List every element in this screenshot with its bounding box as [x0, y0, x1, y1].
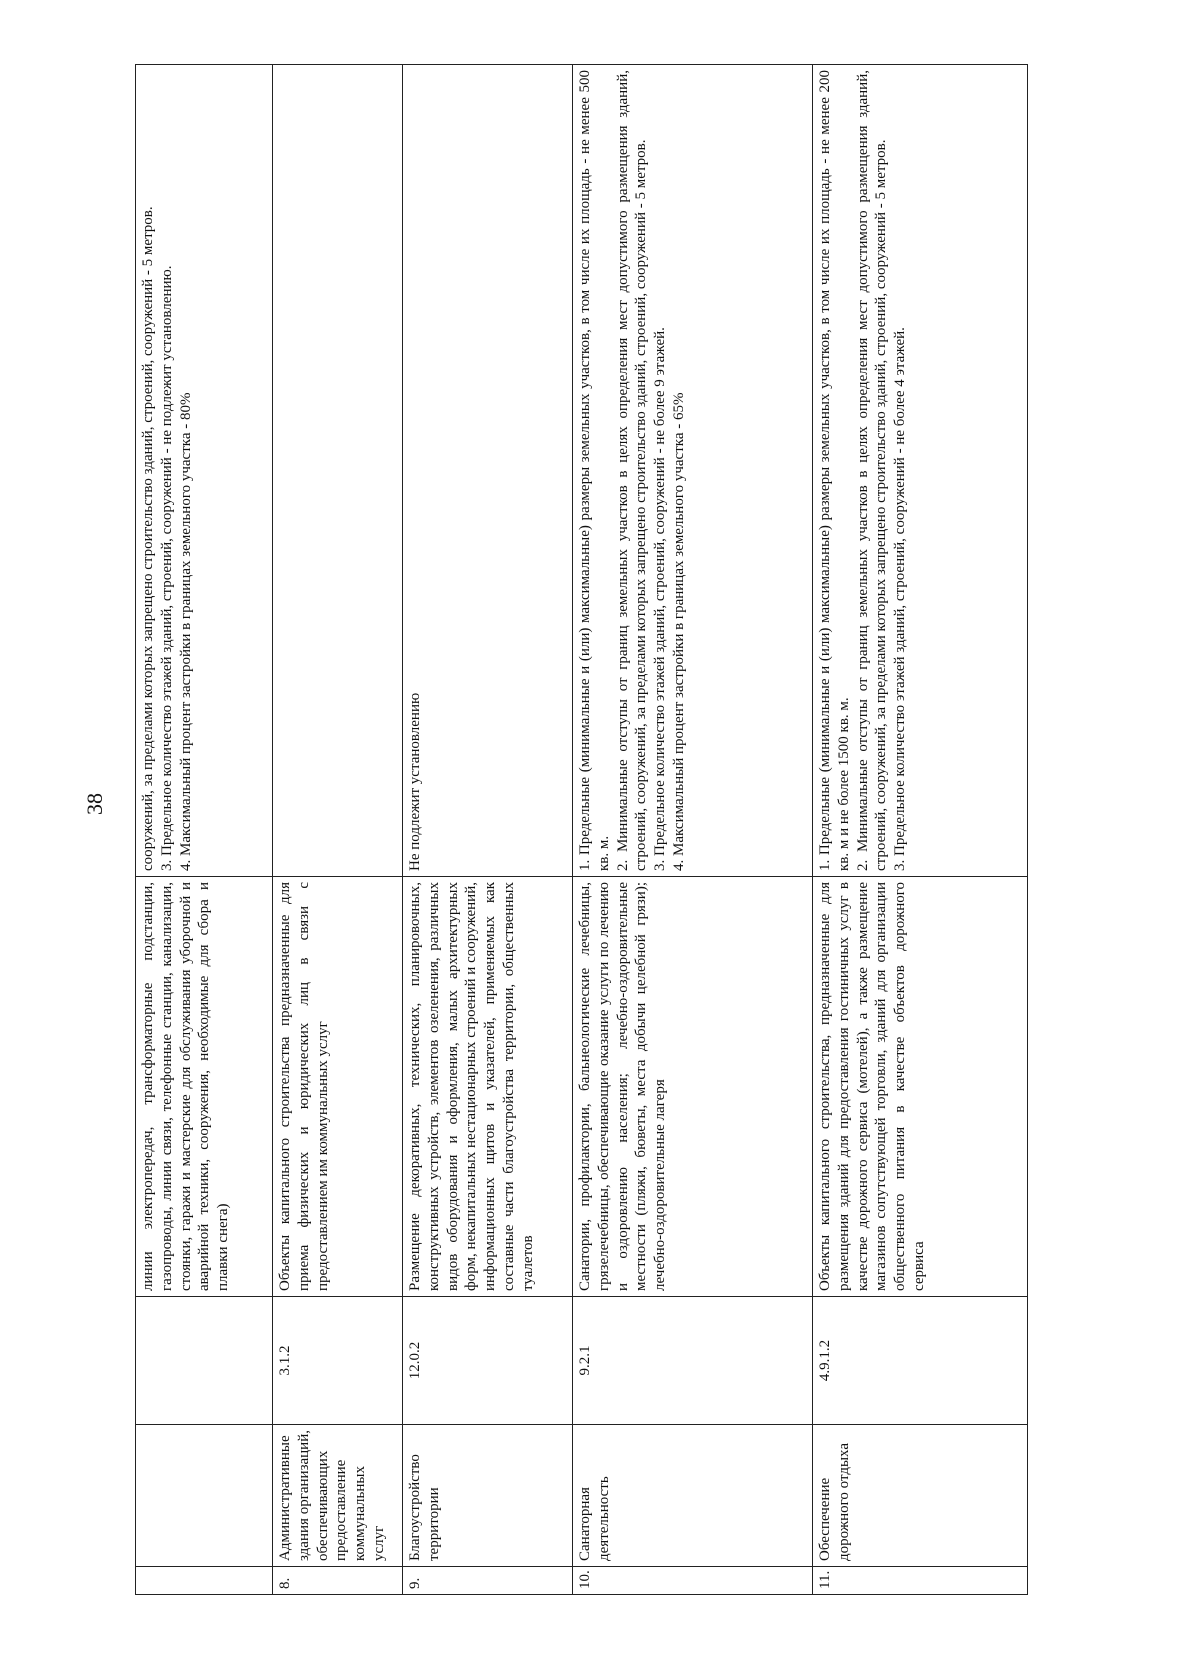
row-number: 10. — [573, 1567, 813, 1595]
use-parameters: 1. Предельные (минимальные и (или) максимальные) размеры земельных участков, в том числе их площадь - не менее 200 кв. м и не более 1500 кв. м. 2. Минимальные отступы от границ земельных участков в целях определения мест допустимого размещения зданий, строений, сооружений, за пределами которых запрещено строительство зданий, строений, сооружений - 5 метров. 3. Предельное количество этажей зданий, строений, сооружений - не более 4 этажей. — [813, 65, 1028, 877]
use-code: 4.9.1.2 — [813, 1297, 1028, 1425]
land-use-table — [135, 64, 1028, 1595]
table-row — [403, 65, 573, 1595]
row-number: 11. — [813, 1567, 1028, 1595]
use-name: Административные здания организаций, обеспечивающих предоставление коммунальных услуг — [273, 1425, 403, 1567]
use-name: Обеспечение дорожного отдыха — [813, 1425, 1028, 1567]
use-description: Размещение декоративных, технических, планировочных, конструктивных устройств, элементов озеленения, различных видов оборудования и оформления, малых архитектурных форм, некапитальных нестационарных строений и сооружений, информационных щитов и указателей, применяемых как составные части благоустройства территории, общественных туалетов — [403, 877, 573, 1297]
rotated-table-container — [135, 65, 1028, 1595]
use-name: Санаторная деятельность — [573, 1425, 813, 1567]
use-code: 3.1.2 — [273, 1297, 403, 1425]
table-row — [273, 65, 403, 1595]
use-name — [136, 1425, 273, 1567]
page-number: 38 — [82, 793, 107, 815]
use-code: 12.0.2 — [403, 1297, 573, 1425]
use-description: Объекты капитального строительства, предназначенные для размещения зданий для предоставления гостиничных услуг в качестве дорожного сервиса (мотелей), а также размещение магазинов сопутствующей торговли, зданий для организации общественного питания в качестве объектов дорожного сервиса — [813, 877, 1028, 1297]
use-parameters — [273, 65, 403, 877]
row-number: 9. — [403, 1567, 573, 1595]
row-number: 8. — [273, 1567, 403, 1595]
table-row — [573, 65, 813, 1595]
use-parameters: Не подлежит установлению — [403, 65, 573, 877]
use-parameters: 1. Предельные (минимальные и (или) максимальные) размеры земельных участков, в том числе их площадь - не менее 500 кв. м. 2. Минимальные отступы от границ земельных участков в целях определения мест допустимого размещения зданий, строений, сооружений, за пределами которых запрещено строительство зданий, строений, сооружений - 5 метров. 3. Предельное количество этажей зданий, строений, сооружений - не более 9 этажей. 4. Максимальный процент застройки в границах земельного участка - 65% — [573, 65, 813, 877]
table-row — [813, 65, 1028, 1595]
table-row — [136, 65, 273, 1595]
use-description: Объекты капитального строительства предназначенные для приема физических и юридических лиц в связи с предоставлением им коммунальных услуг — [273, 877, 403, 1297]
use-parameters: сооружений, за пределами которых запрещено строительство зданий, строений, сооружений - 5 метров. 3. Предельное количество этажей зданий, строений, сооружений - не подлежит установлению. 4. Максимальный процент застройки в границах земельного участка - 80% — [136, 65, 273, 877]
use-code — [136, 1297, 273, 1425]
use-description: Санатории, профилактории, бальнеологические лечебницы, грязелечебницы, обеспечивающие оказание услуги по лечению и оздоровлению населения; лечебно-оздоровительные местности (пляжи, бюветы, места добычи целебной грязи); лечебно-оздоровительные лагеря — [573, 877, 813, 1297]
use-description: линии электропередач, трансформаторные подстанции, газопроводы, линии связи, телефонные станции, канализации, стоянки, гаражи и мастерские для обслуживания уборочной и аварийной техники, сооружения, необходимые для сбора и плавки снега) — [136, 877, 273, 1297]
row-number — [136, 1567, 273, 1595]
use-code: 9.2.1 — [573, 1297, 813, 1425]
use-name: Благоустройство территории — [403, 1425, 573, 1567]
